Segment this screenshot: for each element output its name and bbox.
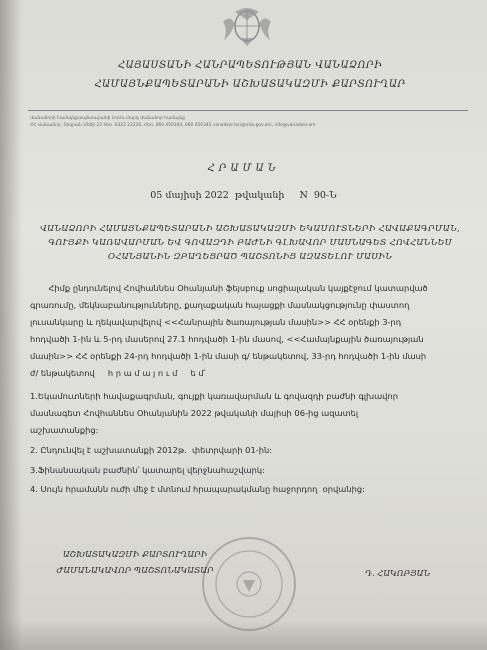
- body-line-4: հոդվածի 1-ին և 5-րդ մասերով 27.1 հոդվածի 1-ին մասով, <<Համայնքային ծառայության: [30, 334, 424, 344]
- address-line-1: Վանաձորի համայնքապետարանի Լոռու մարզ Վանաձոր համայնք: [30, 116, 186, 121]
- body-line-7: 1.Եկամուտների հավաքագրման, գույքի կառավարման և գովազդի բաժնի գլխավոր: [30, 391, 398, 401]
- subject-line-1: ՎԱՆԱՁՈՐԻ ՀԱՄԱՅՆՔԱՊԵՏԱՐԱՆԻ ԱՇԽԱՏԱԿԱԶՄԻ ԵԿԱՄՈՒՏՆԵՐԻ ՀԱՎԱՔԱԳՐՄԱՆ,: [40, 224, 460, 234]
- signatory-title-line-2: ԺԱՄԱՆԱԿԱՎՈՐ ՊԱՇՏՈՆԱԿԱՏԱՐ: [56, 565, 214, 575]
- body-line-1: Հիմք ընդունելով Հովհաննես Օհանյանի ֆեյսբուք սոցիալական կայքէջում կատարված: [30, 283, 428, 293]
- document-title: ՀՐԱՄԱՆ: [207, 163, 280, 174]
- body-line-2: գրառումը, մեկնաբանությունները, քաղաքական հայացքի մասնակցությունը փաստող: [30, 300, 410, 310]
- body-line-10: 2. Ընդունվել է աշխատանքի 2012թ. փետրվարի 01-ին:: [30, 445, 273, 455]
- header-line-1: ՀԱՅԱՍՏԱՆԻ ՀԱՆՐԱՊԵՏՈՒԹՅԱՆ ՎԱՆԱՁՈՐԻ: [117, 60, 383, 71]
- signatory-name: Դ. ՀԱԿՈԲՅԱՆ: [365, 568, 431, 578]
- body-line-8: մասնագետ Հովհաննես Օհանյանին 2022 թվականի մայիսի 06-ից ազատել: [30, 408, 359, 418]
- header-divider: [28, 110, 468, 111]
- body-line-5: մասին>> ՀՀ օրենքի 24-րդ հոդվածի 1-ին մասի գ/ ենթակետով, 33-րդ հոդվածի 1-ին մասի: [30, 351, 427, 361]
- document-number: N 90-Ն: [299, 190, 337, 201]
- coat-of-arms-emblem-icon: [218, 2, 276, 50]
- body-line-12: 4. Սույն հրամանն ուժի մեջ է մտնում հրապարակմանը հաջորդող օրվանից:: [30, 484, 365, 494]
- body-line-11: 3.Ֆինանսական բաժնին՝ կատարել վերջնահաշվարկ:: [30, 465, 265, 475]
- body-line-9: աշխատանքից:: [30, 425, 99, 435]
- header-line-2: ՀԱՄԱՅՆՔԱՊԵՏԱՐԱՆԻ ԱՇԽԱՏԱԿԱԶՄԻ ՔԱՐՏՈՒՂԱՐ: [94, 79, 406, 90]
- body-line-3: լուսանկարը և ղեկավարվելով <<Հանրային ծառայության մասին>> ՀՀ օրենքի 3-րդ: [30, 317, 402, 327]
- page-shadow-left: [0, 0, 22, 650]
- date-number-line: [0, 190, 487, 201]
- subject-line-2: ԳՈՒՅՔԻ ԿԱՌԱՎԱՐՄԱՆ ԵՎ ԳՈՎԱԶԴԻ ԲԱԺՆԻ ԳԼԽԱՎՈՐ ՄԱՍՆԱԳԵՏ ՀՈՎՀԱՆՆԵՍ: [48, 238, 452, 248]
- signatory-title-line-1: ԱՇԽԱՏԱԿԱԶՄԻ ՔԱՐՏՈՒՂԱՐԻ: [62, 549, 208, 559]
- document-date: 05 մայիսի 2022 թվականի: [150, 190, 285, 201]
- address-line-2: ՀՀ Վանաձոր, Տիգրան Մեծի 22 հեռ. 0322 22230, Հեռ. 060 450344, 060 450345 vanadzor.lori@mta.gov.am, info@vanadzor.am: [30, 123, 316, 128]
- subject-line-3: ՕՀԱՆՅԱՆԻՆ ԶԲԱՂԵՑՐԱԾ ՊԱՇՏՈՆԻՑ ԱԶԱՏԵԼՈՒ ՄԱՍԻՆ: [107, 252, 393, 262]
- body-line-6: ժ/ ենթակետով հ ր ա մ ա յ ո ւ մ ե մ՝: [30, 368, 206, 378]
